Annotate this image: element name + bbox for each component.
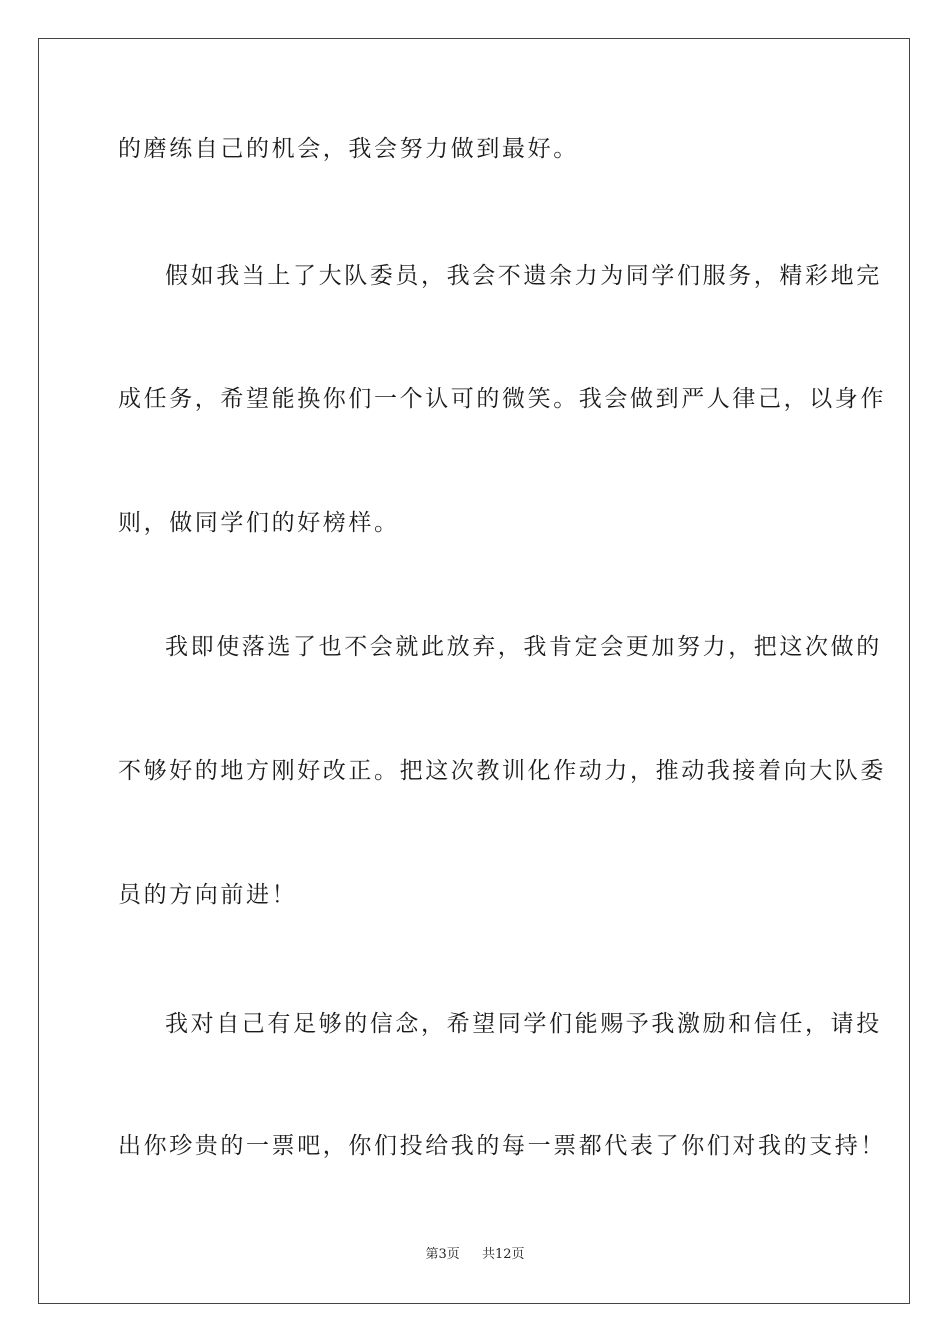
paragraph-first-line: 假如我当上了大队委员，我会不遗余力为同学们服务，精彩地完 [165, 263, 882, 289]
body-text-line: 不够好的地方刚好改正。把这次教训化作动力，推动我接着向大队委 [118, 758, 886, 784]
body-text-line: 员的方向前进！ [118, 882, 298, 908]
page-frame [38, 38, 910, 1304]
page-total: 共12页 [482, 1247, 525, 1262]
body-text-line: 的磨练自己的机会，我会努力做到最好。 [118, 136, 579, 162]
paragraph-first-line: 我即使落选了也不会就此放弃，我肯定会更加努力，把这次做的 [165, 634, 882, 660]
body-text-line: 成任务，希望能换你们一个认可的微笑。我会做到严人律己，以身作 [118, 386, 886, 412]
page-number: 第3页 [425, 1247, 460, 1262]
page-footer [0, 1246, 950, 1264]
paragraph-first-line: 我对自己有足够的信念，希望同学们能赐予我激励和信任，请投 [165, 1011, 882, 1037]
body-text-line: 则，做同学们的好榜样。 [118, 510, 400, 536]
body-text-line: 出你珍贵的一票吧，你们投给我的每一票都代表了你们对我的支持！ [118, 1133, 886, 1159]
